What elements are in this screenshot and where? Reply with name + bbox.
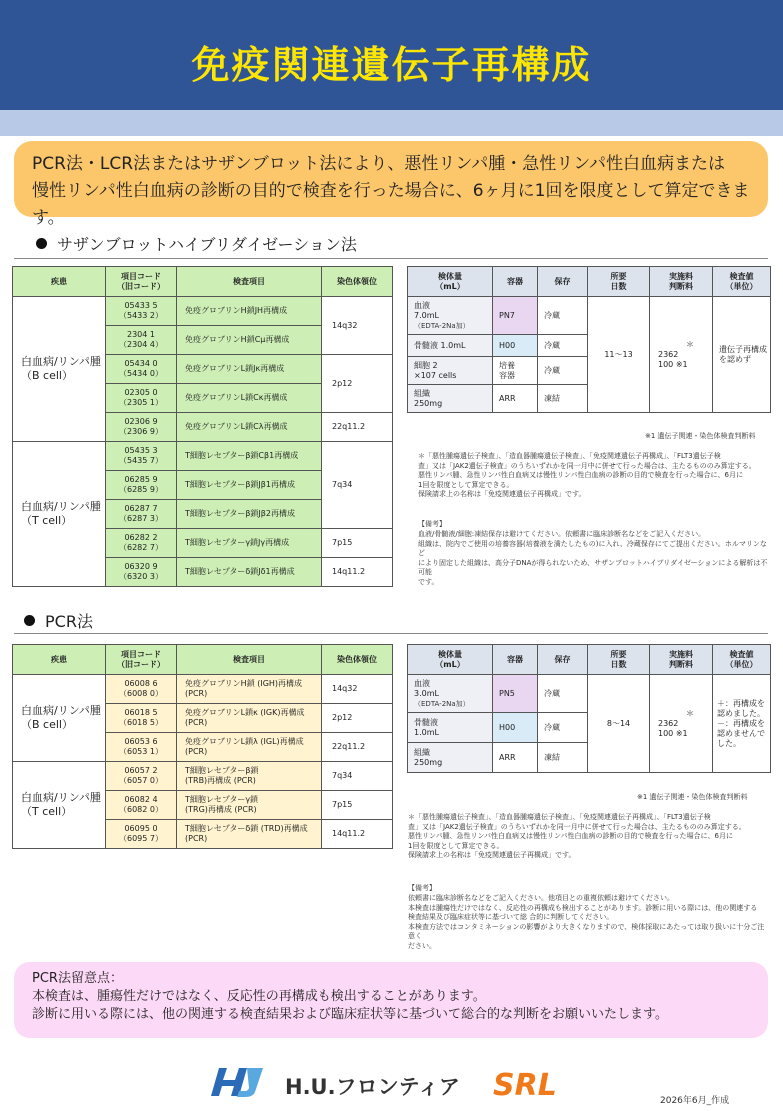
page-title: 免疫関連遺伝子再構成	[191, 43, 592, 87]
chr-cell: 22q11.2	[322, 413, 393, 442]
pcr-note-line-1: 本検査は、腫瘍性だけではなく、反応性の再構成も検出することがあります。	[32, 989, 486, 1004]
item-cell: T細胞レセプターβ鎖Jβ2再構成	[177, 500, 322, 529]
item-cell: T細胞レセプターδ鎖 (TRD)再構成 (PCR)	[177, 820, 322, 849]
code-cell: 06287 7 （6287 3）	[106, 500, 177, 529]
code-cell: 05433 5 （5433 2）	[106, 297, 177, 326]
footnote-1: ※1 遺伝子関連・染色体検査判断料	[645, 432, 756, 440]
storage-cell: 凍結	[538, 743, 588, 773]
notes-2-remarks: 依頼書に臨床診断名などをご記入ください。他項目との重複依頼は避けてください。 本検査は腫瘍性だけではなく、反応性の再構成も検出することがあります。診断に用いる際には、他の関連する 検査結果及び臨床症状等に基づいて総 合的に判断してください。 本検査方法ではコンタミネーションの影響がより大きくなりますので、検体採取にあたっては取り扱いに十分ご注意く ださい。	[408, 894, 765, 950]
th-disease: 疾患	[13, 645, 106, 675]
chr-cell: 7q34	[322, 442, 393, 529]
container-cell: PN7	[493, 297, 538, 335]
code-cell: 05434 0 （5434 0）	[106, 355, 177, 384]
creation-date: 2026年6月_作成	[660, 1096, 730, 1106]
code-cell: 06282 2 （6282 7）	[106, 529, 177, 558]
storage-cell: 冷蔵	[538, 357, 588, 385]
item-cell: 免疫グロブリンL鎖κ (IGK)再構成 (PCR)	[177, 704, 322, 733]
ref-cell: ＋：再構成を 認めました。 －：再構成を 認めませんで した。	[713, 675, 771, 773]
pcr-note-box	[14, 962, 768, 1038]
pcr-right-table	[407, 644, 771, 773]
pcr-note-title: PCR法留意点：	[32, 971, 123, 986]
code-cell: 06008 6 （6008 0）	[106, 675, 177, 704]
th-specimen: 検体量 （mL）	[408, 267, 493, 297]
item-cell: T細胞レセプターβ鎖Jβ1再構成	[177, 471, 322, 500]
code-cell: 06082 4 （6082 0）	[106, 791, 177, 820]
code-cell: 06320 9 （6320 3）	[106, 558, 177, 587]
th-code: 項目コード （旧コード）	[106, 645, 177, 675]
chr-cell: 7p15	[322, 791, 393, 820]
intro-box	[14, 141, 768, 228]
notes-1: ＊「悪性腫瘍遺伝子検査」、「造血器腫瘍遺伝子検査」、「免疫関連遺伝子再構成」、「FLT3遺伝子検 査」又は「JAK2遺伝子検査」のうちいずれかを同一月中に併せて行った場合は、主たるもののみ算定する。 悪性リンパ腫、急性リンパ性白血病又は慢性リンパ性白血病の診断の目的で検査を行った場合に、6月に 1回を限度として算定できる。 保険請求上の名称は「免疫関連遺伝子再構成」です。	[418, 452, 756, 498]
bullet-icon	[36, 238, 47, 249]
section-1-title: サザンブロットハイブリダイゼーション法	[36, 232, 357, 255]
code-cell: 06057 2 （6057 0）	[106, 762, 177, 791]
item-cell: 免疫グロブリンL鎖Cκ再構成	[177, 384, 322, 413]
specimen-cell: 組織 250mg	[408, 743, 493, 773]
disease-b-cell: 白血病/リンパ腫 （B cell）	[13, 675, 106, 762]
storage-cell: 冷蔵	[538, 335, 588, 357]
specimen-cell: 血液 3.0mL （EDTA-2Na加）	[408, 675, 493, 713]
days-cell: 11～13	[588, 297, 650, 413]
item-cell: 免疫グロブリンL鎖λ (IGL)再構成 (PCR)	[177, 733, 322, 762]
chr-cell: 14q11.2	[322, 558, 393, 587]
th-storage: 保存	[538, 267, 588, 297]
specimen-cell: 骨髄液 1.0mL	[408, 713, 493, 743]
days-cell: 8～14	[588, 675, 650, 773]
intro-line-1: PCR法・LCR法またはサザンブロット法により、悪性リンパ腫・急性リンパ性白血病または	[32, 154, 726, 174]
fee-cell: ＊ 2362 100 ※1	[650, 297, 713, 413]
company-name: H.U.フロンティア	[285, 1075, 460, 1099]
th-days: 所要 日数	[588, 267, 650, 297]
southern-left-table	[12, 266, 393, 587]
chr-cell: 2p12	[322, 704, 393, 733]
code-cell: 05435 3 （5435 7）	[106, 442, 177, 471]
th-disease: 疾患	[13, 267, 106, 297]
item-cell: T細胞レセプターδ鎖Jδ1再構成	[177, 558, 322, 587]
fee-cell: ＊ 2362 100 ※1	[650, 675, 713, 773]
th-ref: 検査値 （単位）	[713, 267, 771, 297]
th-chr: 染色体領位	[322, 645, 393, 675]
th-container: 容器	[493, 267, 538, 297]
storage-cell: 冷蔵	[538, 675, 588, 713]
item-cell: 免疫グロブリンL鎖Jκ再構成	[177, 355, 322, 384]
notes-1-title: 【備考】	[418, 520, 446, 528]
code-cell: 2304 1 （2304 4）	[106, 326, 177, 355]
item-cell: T細胞レセプターβ鎖 (TRB)再構成 (PCR)	[177, 762, 322, 791]
th-chr: 染色体領位	[322, 267, 393, 297]
specimen-cell: 細胞 2 ×107 cells	[408, 357, 493, 385]
storage-cell: 冷蔵	[538, 297, 588, 335]
th-item: 検査項目	[177, 645, 322, 675]
specimen-cell: 骨髄液 1.0mL	[408, 335, 493, 357]
notes-2-title: 【備考】	[408, 884, 436, 892]
th-item: 検査項目	[177, 267, 322, 297]
disease-t-cell: 白血病/リンパ腫 （T cell）	[13, 762, 106, 849]
item-cell: T細胞レセプターγ鎖Jγ再構成	[177, 529, 322, 558]
th-container: 容器	[493, 645, 538, 675]
th-specimen: 検体量 （mL）	[408, 645, 493, 675]
specimen-cell: 血液 7.0mL （EDTA-2Na加）	[408, 297, 493, 335]
srl-logo-icon	[489, 1066, 579, 1100]
disease-b-cell: 白血病/リンパ腫 （B cell）	[13, 297, 106, 442]
container-cell: H00	[493, 713, 538, 743]
item-cell: T細胞レセプターγ鎖 (TRG)再構成 (PCR)	[177, 791, 322, 820]
th-storage: 保存	[538, 645, 588, 675]
th-fee: 実施料 判断料	[650, 645, 713, 675]
item-cell: 免疫グロブリンH鎖JH再構成	[177, 297, 322, 326]
code-cell: 06095 0 （6095 7）	[106, 820, 177, 849]
code-cell: 06018 5 （6018 5）	[106, 704, 177, 733]
th-ref: 検査値 （単位）	[713, 645, 771, 675]
item-cell: 免疫グロブリンL鎖Cλ再構成	[177, 413, 322, 442]
item-cell: T細胞レセプターβ鎖Cβ1再構成	[177, 442, 322, 471]
container-cell: 培養 容器	[493, 357, 538, 385]
chr-cell: 7q34	[322, 762, 393, 791]
th-fee: 実施料 判断料	[650, 267, 713, 297]
header-subband	[0, 110, 783, 136]
section-2-title: PCR法	[24, 609, 93, 632]
southern-right-table	[407, 266, 771, 413]
code-cell: 06053 6 （6053 1）	[106, 733, 177, 762]
section-2-rule	[14, 633, 768, 634]
chr-cell: 7p15	[322, 529, 393, 558]
item-cell: 免疫グロブリンH鎖Cμ再構成	[177, 326, 322, 355]
chr-cell: 14q11.2	[322, 820, 393, 849]
bullet-icon	[24, 615, 35, 626]
chr-cell: 22q11.2	[322, 733, 393, 762]
ref-cell: 遺伝子再構成 を認めず	[713, 297, 771, 413]
notes-2: ＊「悪性腫瘍遺伝子検査」、「造血器腫瘍遺伝子検査」、「免疫関連遺伝子再構成」、「FLT3遺伝子検 査」又は「JAK2遺伝子検査」のうちいずれかを同一月中に併せて行った場合は、主たるもののみ算定する。 悪性リンパ腫、急性リンパ性白血病又は慢性リンパ性白血病の診断の目的で検査を行った場合に、6月に 1回を限度として算定できる。 保険請求上の名称は「免疫関連遺伝子再構成」です。	[408, 813, 746, 859]
code-cell: 02305 0 （2305 1）	[106, 384, 177, 413]
chr-cell: 14q32	[322, 675, 393, 704]
hu-logo-icon	[207, 1064, 267, 1100]
code-cell: 02306 9 （2306 9）	[106, 413, 177, 442]
footnote-2: ※1 遺伝子関連・染色体検査判断料	[637, 793, 748, 801]
item-cell: 免疫グロブリンH鎖 (IGH)再構成 (PCR)	[177, 675, 322, 704]
th-code: 項目コード （旧コード）	[106, 267, 177, 297]
pcr-note-line-2: 診断に用いる際には、他の関連する検査結果および臨床症状等に基づいて総合的な判断をお願いいたします。	[32, 1007, 668, 1022]
section-1-rule	[14, 258, 768, 259]
container-cell: H00	[493, 335, 538, 357]
specimen-cell: 組織 250mg	[408, 385, 493, 413]
pcr-left-table	[12, 644, 393, 849]
storage-cell: 凍結	[538, 385, 588, 413]
intro-line-2: 慢性リンパ性白血病の診断の目的で検査を行った場合に、6ヶ月に1回を限度として算定できます。	[32, 181, 750, 228]
notes-1-remarks: 血液/骨髄液/細胞:凍結保存は避けてください。依頼書に臨床診断名などをご記入ください。 組織は、院内でご使用の培養容器(培養液を満たしたもの)に入れ、冷蔵保存にてご提出ください。ホルマリンなど により固定した組織は、高分子DNAが得られないため、サザンブロットハイブリダイゼーションによる解析は不可能 です。	[418, 530, 768, 586]
container-cell: ARR	[493, 743, 538, 773]
storage-cell: 冷蔵	[538, 713, 588, 743]
disease-t-cell: 白血病/リンパ腫 （T cell）	[13, 442, 106, 587]
container-cell: ARR	[493, 385, 538, 413]
chr-cell: 14q32	[322, 297, 393, 355]
svg-text:SRL: SRL	[493, 1068, 557, 1100]
chr-cell: 2p12	[322, 355, 393, 413]
container-cell: PN5	[493, 675, 538, 713]
code-cell: 06285 9 （6285 9）	[106, 471, 177, 500]
th-days: 所要 日数	[588, 645, 650, 675]
